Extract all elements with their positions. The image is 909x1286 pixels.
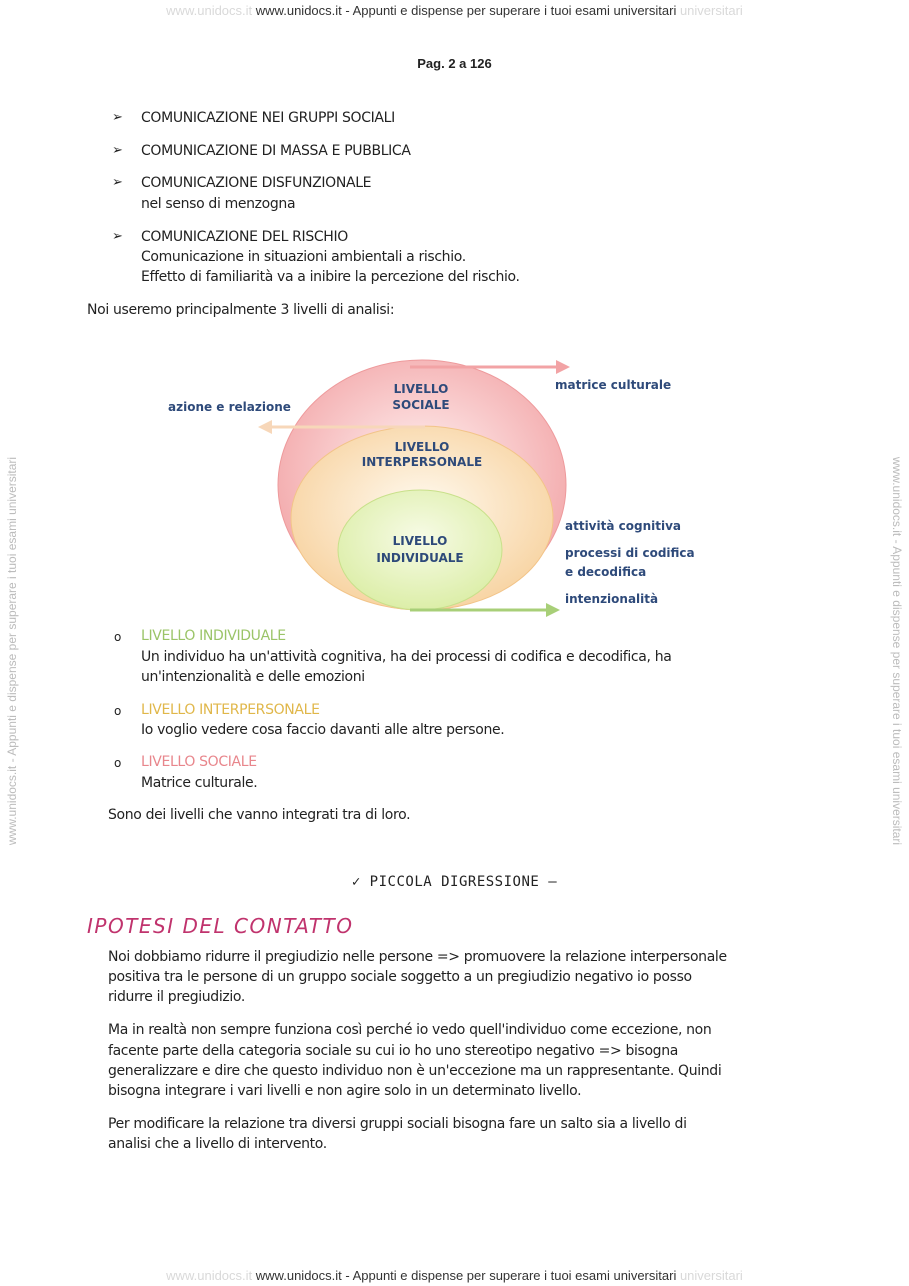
bullet-title: COMUNICAZIONE DISFUNZIONALE xyxy=(141,175,372,191)
decodifica-label: e decodifica xyxy=(565,565,647,579)
bullet-line: Effetto di familiarità va a inibire la percezione del rischio. xyxy=(141,269,520,285)
interpersonal-level-label-1: LIVELLO xyxy=(394,440,450,454)
paragraph-line: facente parte della categoria sociale su cui io ho uno stereotipo negativo => bisogna xyxy=(108,1043,678,1059)
bullet-title: COMUNICAZIONE DI MASSA E PUBBLICA xyxy=(141,143,411,159)
processi-codifica-label: processi di codifica xyxy=(565,546,695,560)
header-watermark-left: www.unidocs.it xyxy=(166,3,253,18)
circle-bullet-icon: o xyxy=(114,704,121,718)
arrow-bullet-icon: ➢ xyxy=(112,175,123,190)
level-individuale-desc: Un individuo ha un'attività cognitiva, ha dei processi di codifica e decodifica, ha xyxy=(141,649,672,665)
levels-summary: Sono dei livelli che vanno integrati tra di loro. xyxy=(108,807,411,823)
individual-level-label-1: LIVELLO xyxy=(392,534,448,548)
footer-text: www.unidocs.it - Appunti e dispense per superare i tuoi esami universitari xyxy=(255,1268,677,1283)
levels-diagram xyxy=(0,0,909,640)
circle-bullet-icon: o xyxy=(114,630,121,644)
paragraph-line: bisogna integrare i vari livelli e non agire solo in un determinato livello. xyxy=(108,1083,582,1099)
individual-level-label-2: INDIVIDUALE xyxy=(376,551,464,565)
level-interpersonale-title: LIVELLO INTERPERSONALE xyxy=(141,702,320,718)
attivita-cognitiva-label: attività cognitiva xyxy=(565,519,682,533)
bullet-title: COMUNICAZIONE DEL RISCHIO xyxy=(141,229,348,245)
circle-bullet-icon: o xyxy=(114,756,121,770)
social-level-label-2: SOCIALE xyxy=(392,398,450,412)
footer-watermark-left: www.unidocs.it xyxy=(166,1268,253,1283)
arrow-bullet-icon: ➢ xyxy=(112,110,123,125)
footer-watermark-right: universitari xyxy=(679,1268,743,1283)
bullet-line: nel senso di menzogna xyxy=(141,196,296,212)
paragraph-line: positiva tra le persone di un gruppo sociale soggetto a un pregiudizio negativo io posso xyxy=(108,969,692,985)
interpersonal-level-label-2: INTERPERSONALE xyxy=(361,455,483,469)
individual-level-ellipse xyxy=(338,490,502,610)
matrice-culturale-label: matrice culturale xyxy=(555,378,672,392)
arrow-bullet-icon: ➢ xyxy=(112,229,123,244)
page-footer-watermark xyxy=(0,1268,909,1283)
intenzionalita-label: intenzionalità xyxy=(565,592,659,606)
arrow-bullet-icon: ➢ xyxy=(112,143,123,158)
paragraph-line: ridurre il pregiudizio. xyxy=(108,989,245,1005)
level-sociale-title: LIVELLO SOCIALE xyxy=(141,754,257,770)
intro-text: Noi useremo principalmente 3 livelli di analisi: xyxy=(87,302,395,318)
page-number: Pag. 2 a 126 xyxy=(417,56,492,71)
paragraph-line: Ma in realtà non sempre funziona così perché io vedo quell'individuo come eccezione, non xyxy=(108,1022,712,1038)
level-interpersonale-desc: Io voglio vedere cosa faccio davanti alle altre persone. xyxy=(141,722,505,738)
bullet-title: COMUNICAZIONE NEI GRUPPI SOCIALI xyxy=(141,110,395,126)
azione-relazione-label: azione e relazione xyxy=(168,400,291,414)
level-individuale-title: LIVELLO INDIVIDUALE xyxy=(141,628,286,644)
paragraph-line: Per modificare la relazione tra diversi gruppi sociali bisogna fare un salto sia a livello di xyxy=(108,1116,687,1132)
paragraph-line: generalizzare e dire che questo individuo non è un'eccezione ma un rappresentante. Quindi xyxy=(108,1063,722,1079)
ipotesi-title: IPOTESI DEL CONTATTO xyxy=(87,914,354,938)
header-text: www.unidocs.it - Appunti e dispense per superare i tuoi esami universitari xyxy=(255,3,677,18)
side-watermark-right: www.unidocs.it - Appunti e dispense per superare i tuoi esami universitari xyxy=(890,456,904,846)
digression-heading: ✓ PICCOLA DIGRESSIONE – xyxy=(351,874,558,890)
paragraph-line: Noi dobbiamo ridurre il pregiudizio nelle persone => promuovere la relazione interpersonale xyxy=(108,949,727,965)
level-individuale-desc-2: un'intenzionalità e delle emozioni xyxy=(141,669,365,685)
paragraph-line: analisi che a livello di intervento. xyxy=(108,1136,327,1152)
social-level-label-1: LIVELLO xyxy=(393,382,449,396)
header-watermark-right: universitari xyxy=(679,3,743,18)
side-watermark-left: www.unidocs.it - Appunti e dispense per superare i tuoi esami universitari xyxy=(5,456,19,846)
bullet-line: Comunicazione in situazioni ambientali a rischio. xyxy=(141,249,466,265)
level-sociale-desc: Matrice culturale. xyxy=(141,775,258,791)
